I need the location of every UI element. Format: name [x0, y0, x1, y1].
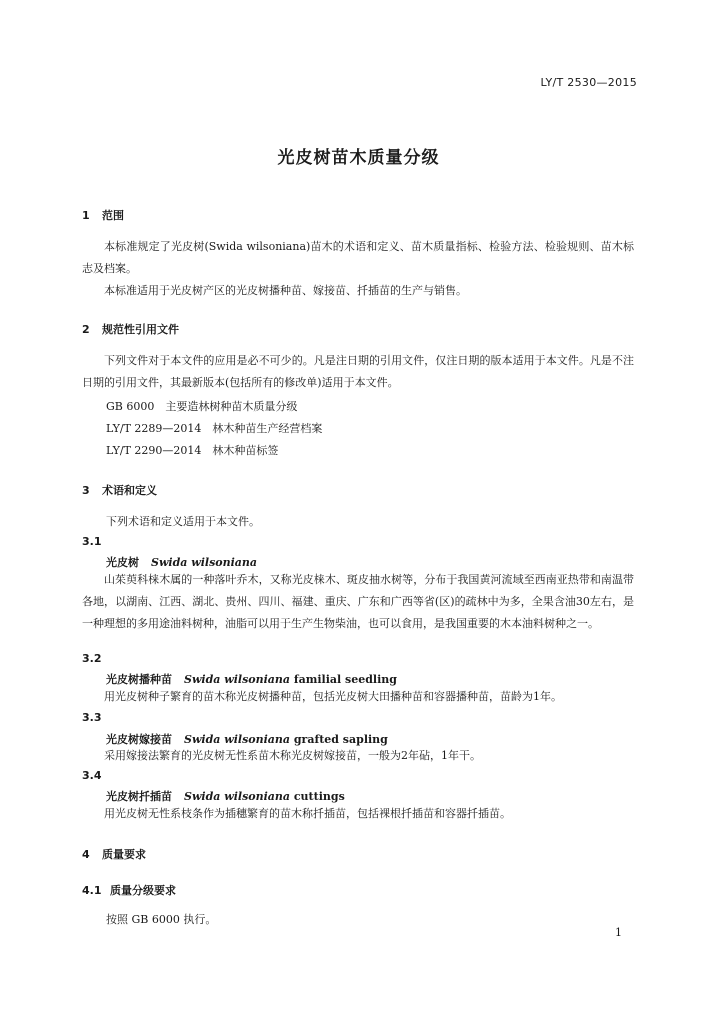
reference-item: GB 6000 主要造林树种苗木质量分级	[106, 400, 298, 413]
subsection-heading-4-1	[82, 882, 176, 898]
section-title: 范围	[102, 209, 124, 222]
section-number: 3	[82, 484, 90, 497]
subsection-number: 4.1	[82, 884, 102, 897]
section-heading-2	[82, 321, 179, 337]
term-heading	[106, 788, 345, 804]
scope-paragraph-2: 本标准适用于光皮树产区的光皮树播种苗、嫁接苗、扦插苗的生产与销售。	[104, 284, 467, 297]
standard-code: LY/T 2530—2015	[540, 76, 637, 89]
clause-number: 3.1	[82, 535, 102, 548]
term-definition: 采用嫁接法繁育的光皮树无性系苗木称光皮树嫁接苗，一般为2年砧，1年干。	[104, 749, 481, 762]
term-latin-name: Swida wilsoniana	[151, 556, 258, 569]
term-chinese: 光皮树扦插苗	[106, 790, 172, 803]
term-heading	[106, 671, 397, 687]
term-english-suffix: familial seedling	[290, 673, 397, 686]
term-english-suffix: grafted sapling	[290, 733, 388, 746]
term-latin-name: Swida wilsoniana	[184, 790, 291, 803]
page-number: 1	[615, 926, 622, 939]
clause-number: 3.3	[82, 711, 102, 724]
section-heading-4	[82, 846, 146, 862]
section-number: 2	[82, 323, 90, 336]
subsection-title: 质量分级要求	[110, 884, 176, 897]
term-latin-name: Swida wilsoniana	[184, 733, 291, 746]
references-paragraph: 下列文件对于本文件的应用是必不可少的。凡是注日期的引用文件，仅注日期的版本适用于本文件。凡是不注日期的引用文件，其最新版本(包括所有的修改单)适用于本文件。	[82, 354, 634, 389]
terms-intro: 下列术语和定义适用于本文件。	[106, 515, 260, 528]
term-heading	[106, 554, 257, 570]
section-number: 4	[82, 848, 90, 861]
term-english	[184, 673, 397, 686]
term-chinese: 光皮树	[106, 556, 139, 569]
term-definition: 用光皮树种子繁育的苗木称光皮树播种苗，包括光皮树大田播种苗和容器播种苗，苗龄为1年。	[104, 690, 562, 703]
section-heading-3	[82, 482, 157, 498]
section-number: 1	[82, 209, 90, 222]
section-title: 术语和定义	[102, 484, 157, 497]
term-definition: 用光皮树无性系枝条作为插穗繁育的苗木称扦插苗，包括裸根扦插苗和容器扦插苗。	[104, 807, 511, 820]
term-chinese: 光皮树播种苗	[106, 673, 172, 686]
term-english	[151, 556, 257, 569]
section-title: 质量要求	[102, 848, 146, 861]
section-title: 规范性引用文件	[102, 323, 179, 336]
document-title: 光皮树苗木质量分级	[277, 148, 440, 168]
scope-paragraph-1: 本标准规定了光皮树(Swida wilsoniana)苗木的术语和定义、苗木质量指标、检验方法、检验规则、苗木标志及档案。	[82, 240, 634, 275]
term-definition: 山茱萸科梾木属的一种落叶乔木，又称光皮梾木、斑皮抽水树等，分布于我国黄河流域至西南亚热带和南温带各地，以湖南、江西、湖北、贵州、四川、福建、重庆、广东和广西等省(区)的疏林中为多，全果含油30左右，是一种理想的多用途油料树种，油脂可以用于生产生物柴油，也可以食用，是我国重要的木本油料树种之一。	[82, 573, 634, 630]
term-chinese: 光皮树嫁接苗	[106, 733, 172, 746]
section-heading-1	[82, 207, 124, 223]
quality-text: 按照 GB 6000 执行。	[106, 913, 217, 926]
clause-number: 3.4	[82, 769, 102, 782]
reference-item: LY/T 2290—2014 林木种苗标签	[106, 444, 279, 457]
clause-number: 3.2	[82, 652, 102, 665]
term-latin-name: Swida wilsoniana	[184, 673, 291, 686]
reference-item: LY/T 2289—2014 林木种苗生产经营档案	[106, 422, 323, 435]
term-english-suffix: cuttings	[290, 790, 345, 803]
term-english	[184, 790, 345, 803]
